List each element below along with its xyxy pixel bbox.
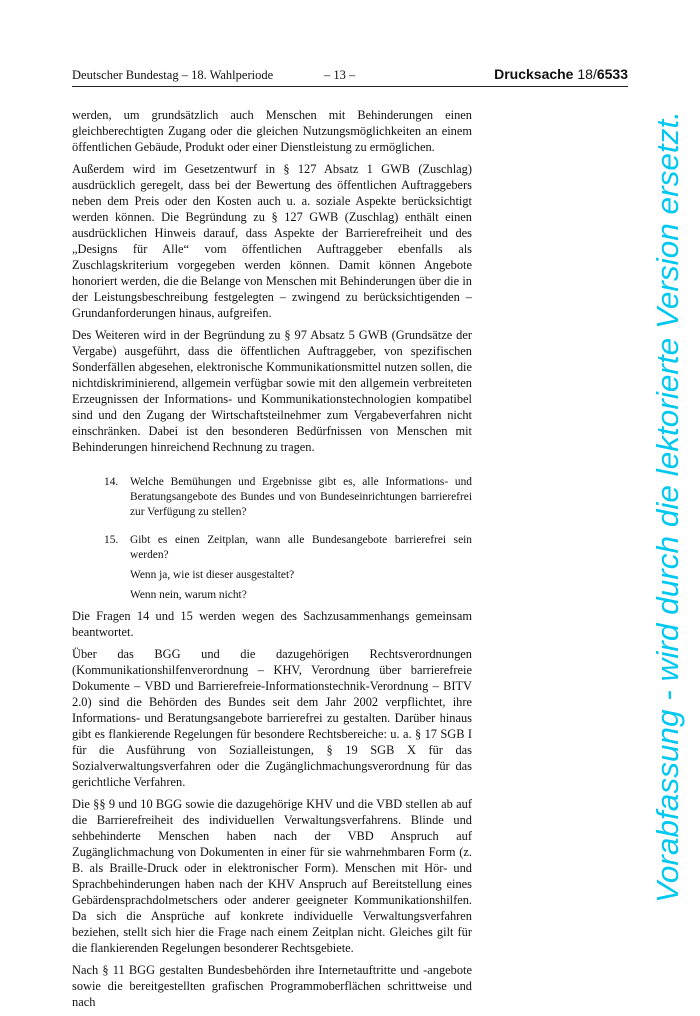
question-number: 15. <box>104 534 119 546</box>
page-number: – 13 – <box>324 68 356 82</box>
paragraph: Nach § 11 BGG gestalten Bundesbehörden ihre Internetauftritte und -angebote sowie die bereitgestellten grafischen Programmoberflächen schrittweise und nach <box>72 963 472 1009</box>
paragraph: Die Fragen 14 und 15 werden wegen des Sachzusammenhangs gemeinsam beantwortet. <box>72 609 472 639</box>
header-periode: Deutscher Bundestag – 18. Wahlperiode <box>72 68 274 82</box>
watermark-text: Vorabfassung - wird durch die lektorierte Version ersetzt. <box>650 124 685 903</box>
drucksache-prefix: 18/ <box>577 66 597 82</box>
paragraph: werden, um grundsätzlich auch Menschen mit Behinderungen einen gleichberechtigten Zugang oder die gleichen Nutzungsmöglichkeiten an einem öffentlichen Gebäude, Produkt oder einer Dienstleistung zu ermöglichen. <box>72 108 472 154</box>
paragraph: Außerdem wird im Gesetzentwurf in § 127 Absatz 1 GWB (Zuschlag) ausdrücklich geregelt, dass bei der Bewertung des öffentlichen Auftraggebers neben dem Preis oder den Kosten auch u. a. soziale Aspekte berücksichtigt werden können. Die Begründung zu § 127 GWB (Zuschlag) enthält einen ausdrücklichen Hinweis darauf, dass Aspekte der Barrierefreiheit und des „Designs für Alle“ vom öffentlichen Auftraggeber ebenfalls als Zuschlagskriterium vorgegeben werden können. Damit können Angebote honoriert werden, die die Belange von Menschen mit Behinderungen über die in der Leistungsbeschreibung festgelegten – zwingend zu berücksichtigenden – Grundanforderungen hinaus, aufgreifen. <box>72 162 472 320</box>
question-text: Welche Bemühungen und Ergebnisse gibt es, alle Informations- und Beratungsangebote des Bundes und von Bundeseinrichtungen barrierefrei zur Verfügung zu stellen? <box>130 476 472 518</box>
page-header <box>72 66 628 87</box>
paragraph: Des Weiteren wird in der Begründung zu § 97 Absatz 5 GWB (Grundsätze der Vergabe) ausgeführt, dass die öffentlichen Auftraggeber, von spezifischen Sonderfällen abgesehen, elektronische Kommunikationsmittel nutzen sollen, die nichtdiskriminierend, allgemein verfügbar sowie mit den allgemein verbreiteten Erzeugnissen der Informations- und Kommunikationstechnologien kompatibel sind und den Zugang der Wirtschaftsteilnehmer zum Vergabeverfahren nicht einschränken. Dabei ist den besonderen Bedürfnissen von Menschen mit Behinderungen hinreichend Rechnung zu tragen. <box>72 328 472 454</box>
question-14 <box>104 475 472 520</box>
question-15 <box>104 533 472 563</box>
drucksache-word: Drucksache <box>494 66 574 82</box>
document-body <box>72 107 472 1016</box>
drucksache-label <box>494 66 628 82</box>
paragraph: Über das BGG und die dazugehörigen Rechtsverordnungen (Kommunikationshilfenverordnung – KHV, Verordnung über barrierefreie Dokumente – VBD und Barrierefreie-Informationstechnik-Verordnung – BITV 2.0) sind die Behörden des Bundes seit dem Jahr 2002 verpflichtet, ihre Informations- und Beratungsangebote barrierefrei zu gestalten. Darüber hinaus gibt es flankierende Regelungen für besondere Rechtsbereiche: u. a. § 17 SGB I für die Ausführung von Sozialleistungen, § 19 SGB X für das Sozialverwaltungsverfahren oder die Zugänglichmachungsverordnung für das gerichtliche Verfahren. <box>72 647 472 789</box>
question-number: 14. <box>104 476 119 488</box>
paragraph: Die §§ 9 und 10 BGG sowie die dazugehörige KHV und die VBD stellen ab auf die Barrierefreiheit des individuellen Verwaltungsverfahrens. Blinde und sehbehinderte Menschen haben nach der VBD Anspruch auf Zugänglichmachung von Dokumenten in einer für sie wahrnehmbaren Form (z. B. als Braille-Druck oder in elektronischer Form). Menschen mit Hör- und Sprachbehinderungen haben nach der KHV Anspruch auf Bereitstellung eines Gebärdensprachdolmetschers oder anderer geeigneter Kommunikationshilfen. Da sich die Ansprüche auf konkrete individuelle Verwaltungsverfahren beziehen, stellt sich hier die Frage nach einem Zeitplan nicht. Gleiches gilt für die flankierenden Regelungen besonderer Rechtsgebiete. <box>72 797 472 955</box>
draft-watermark <box>648 108 688 903</box>
drucksache-number: 6533 <box>596 66 628 82</box>
question-15-sub-no: Wenn nein, warum nicht? <box>130 589 247 601</box>
question-text: Gibt es einen Zeitplan, wann alle Bundesangebote barrierefrei sein werden? <box>130 534 472 561</box>
question-15-sub-yes: Wenn ja, wie ist dieser ausgestaltet? <box>130 569 295 581</box>
